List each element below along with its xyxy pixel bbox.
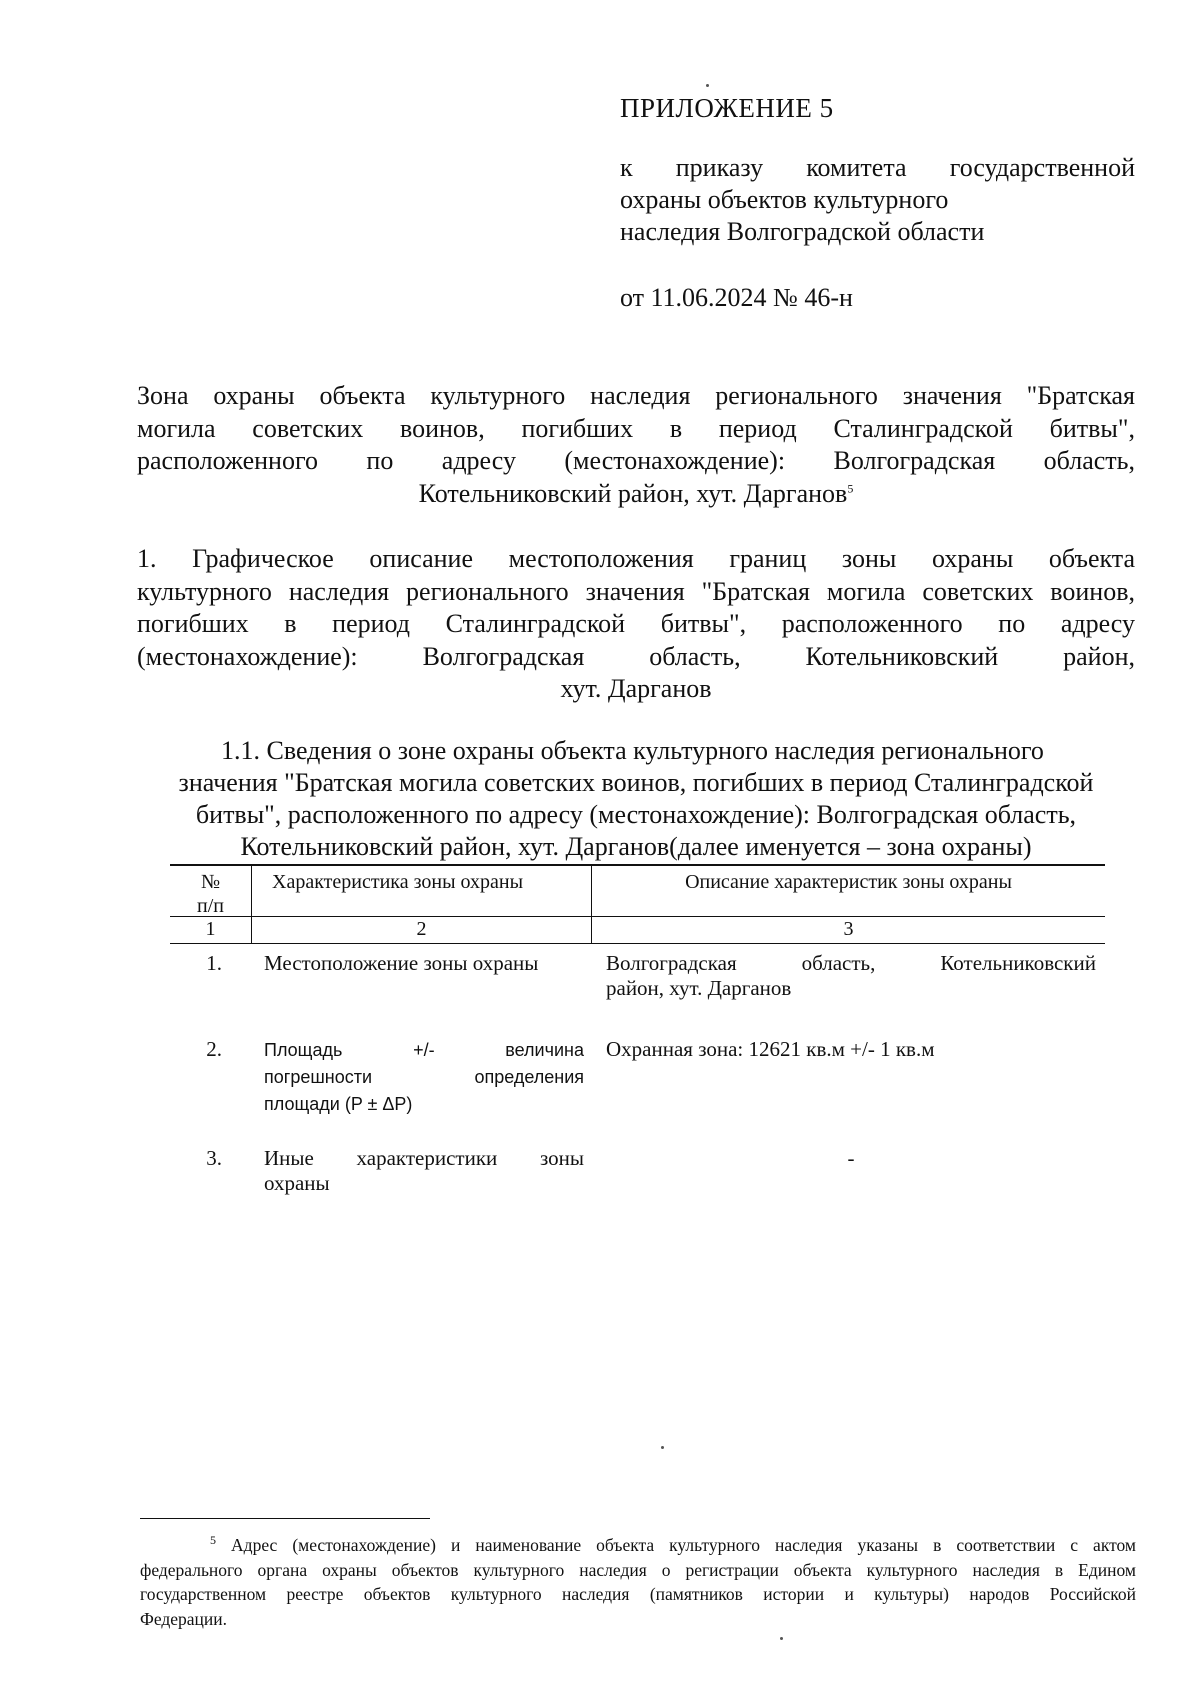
column-number: 1 [170,917,252,943]
zone-table [170,864,1105,944]
row-description-line: - [847,1146,855,1170]
footnote-first-line [140,1533,1136,1558]
zone-title [137,380,1135,510]
row-characteristic [264,1146,584,1196]
column-number: 2 [252,917,592,943]
zone-title-line: Котельниковский район, хут. Дарганов [418,478,848,508]
header-num-line: п/п [197,895,224,917]
header-description: Описание характеристик зоны охраны [685,871,1012,893]
section-1-1-line: 1.1. Сведения о зоне охраны объекта культурного наследия регионального [221,736,1044,765]
table-row [170,951,1096,1001]
row-description [606,1037,1096,1118]
footnote [140,1533,1136,1631]
table-row [170,1146,1096,1196]
row-characteristic-line: Площадь +/- величина [264,1040,584,1060]
section-1-line: погибших в период Сталинградской битвы", расположенного по адресу [137,609,1135,638]
zone-title-line: Зона охраны объекта культурного наследия регионального значения "Братская [137,381,1135,410]
appendix-ref-line: к приказу комитета государственной [620,153,1135,182]
section-1-line: хут. Дарганов [560,674,712,703]
section-1-line: 1. Графическое описание местоположения границ зоны охраны объекта [137,544,1135,573]
footnote-separator [140,1518,430,1519]
appendix-ref-line: охраны объектов культурного [620,185,949,214]
table-column-numbers-row [170,916,1105,944]
section-1-1-line: Котельниковский район, хут. Дарганов(далее именуется – зона охраны) [240,832,1032,861]
section-1-1-line: битвы", расположенного по адресу (местонахождение): Волгоградская область, [195,800,1077,829]
zone-title-line: расположенного по адресу (местонахождение): Волгоградская область, [137,446,1135,475]
zone-title-line: могила советских воинов, погибших в период Сталинградской битвы", [137,413,1135,443]
row-description-line: Охранная зона: 12621 кв.м +/- 1 кв.м [606,1037,935,1061]
footnote-line: Федерации. [140,1608,228,1629]
row-characteristic-line: Иные характеристики зоны [264,1146,584,1170]
table-header-row [170,866,1105,916]
row-characteristic [264,951,584,1001]
row-description [606,951,1096,1001]
appendix-date: от 11.06.2024 № 46-н [620,283,853,312]
row-characteristic-line: Местоположение зоны охраны [264,951,539,975]
row-description [606,1146,1096,1196]
appendix-title: ПРИЛОЖЕНИЕ 5 [620,93,834,123]
section-1-1-heading [137,735,1135,863]
column-number: 3 [843,918,854,940]
row-characteristic-line: охраны [264,1171,330,1195]
row-number: 1. [206,951,222,975]
footnote-mark: 5 [210,1533,216,1548]
footnote-line: государственном реестре объектов культурного наследия (памятников истории и культуры) народов Российской [140,1584,1136,1604]
scan-speck [661,1446,664,1449]
row-number: 3. [206,1146,222,1170]
table-row [170,1037,1096,1118]
row-characteristic-line: площади (P ± ΔP) [264,1094,413,1114]
row-number: 2. [206,1037,222,1061]
footnote-reference: 5 [847,480,854,495]
section-1-line: (местонахождение): Волгоградская область, Котельниковский район, [137,641,1135,671]
row-description-line: район, хут. Дарганов [606,976,792,1000]
zone-title-last-line [137,478,1135,511]
header-characteristic: Характеристика зоны охраны [252,866,592,916]
scan-speck [780,1637,783,1640]
footnote-line: федерального органа охраны объектов культурного наследия о регистрации объекта культурного наследия в Едином [140,1559,1136,1580]
header-num-line: № [200,871,221,893]
row-description-line: Волгоградская область, Котельниковский [606,951,1096,975]
row-characteristic-line: погрешности определения [264,1067,584,1087]
section-1-heading [137,543,1135,706]
appendix-ref-line: наследия Волгоградской области [620,217,985,246]
appendix-reference [620,152,1135,248]
footnote-line: Адрес (местонахождение) и наименование объекта культурного наследия указаны в соответствии с актом [231,1535,1137,1555]
section-1-line: культурного наследия регионального значения "Братская могила советских воинов, [137,576,1135,606]
header-num [170,866,252,916]
scan-speck [706,84,709,87]
row-characteristic [264,1037,584,1118]
section-1-1-line: значения "Братская могила советских воинов, погибших в период Сталинградской [178,768,1094,797]
